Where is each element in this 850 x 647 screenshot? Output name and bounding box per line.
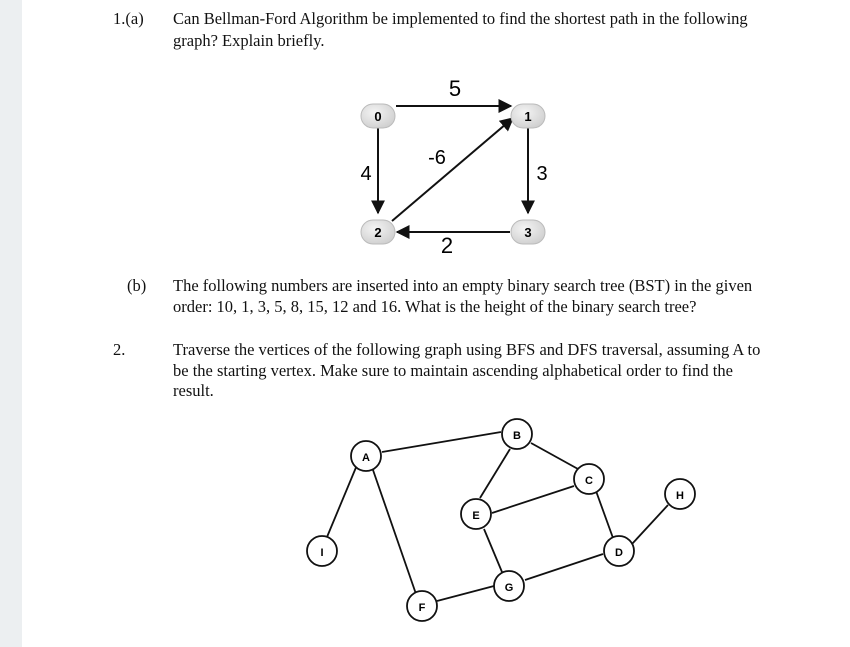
edge-F-G: [437, 586, 494, 601]
question-2-number: 2.: [113, 340, 126, 359]
question-1a-text-line1: Can Bellman-Ford Algorithm be implemented to find the shortest path in the following: [173, 9, 748, 28]
svg-text:E: E: [472, 510, 480, 522]
node-F: [407, 591, 437, 621]
svg-text:C: C: [585, 475, 593, 487]
question-1b-text-line2: order: 10, 1, 3, 5, 8, 15, 12 and 16. What is the height of the binary search tree?: [173, 297, 697, 316]
question-2-text-line3: result.: [173, 381, 214, 400]
svg-text:A: A: [362, 452, 370, 464]
weight-0-2: 4: [360, 163, 372, 185]
edge-A-B: [382, 432, 501, 452]
svg-text:I: I: [320, 547, 324, 559]
node-D: [604, 536, 634, 566]
svg-text:B: B: [513, 430, 521, 442]
edge-A-I: [327, 465, 357, 537]
svg-text:2: 2: [374, 225, 382, 240]
node-H: [665, 479, 695, 509]
node-C: [574, 464, 604, 494]
edge-B-E: [480, 449, 510, 498]
question-1b-text-line1: The following numbers are inserted into an empty binary search tree (BST) in the given: [173, 276, 753, 295]
svg-text:F: F: [418, 602, 426, 614]
svg-text:3: 3: [524, 225, 532, 240]
weight-2-1: -6: [428, 147, 446, 169]
edge-C-D: [596, 491, 613, 538]
edge-E-G: [484, 529, 502, 572]
weight-0-1: 5: [448, 76, 462, 101]
question-1b-number: (b): [127, 276, 147, 295]
weight-1-3: 3: [536, 163, 548, 185]
question-1a-text-line2: graph? Explain briefly.: [173, 31, 325, 50]
question-2-text-line1: Traverse the vertices of the following graph using BFS and DFS traversal, assuming A to: [173, 340, 761, 359]
node-I: [307, 536, 337, 566]
node-A: [351, 441, 381, 471]
weight-3-2: 2: [440, 233, 454, 258]
svg-text:H: H: [676, 490, 684, 502]
edge-C-E: [492, 486, 574, 513]
svg-text:0: 0: [374, 109, 382, 124]
node-E: [461, 499, 491, 529]
question-1a-number: 1.(a): [113, 9, 144, 28]
edge-D-G: [525, 554, 603, 580]
svg-text:1: 1: [524, 109, 532, 124]
edge-D-H: [632, 505, 668, 544]
edge-B-C: [531, 443, 578, 469]
edge-A-F: [373, 470, 416, 594]
svg-text:G: G: [504, 582, 514, 594]
question-2-text-line2: be the starting vertex. Make sure to maintain ascending alphabetical order to find the: [173, 361, 733, 380]
node-G: [494, 571, 524, 601]
node-B: [502, 419, 532, 449]
svg-text:D: D: [615, 547, 623, 559]
